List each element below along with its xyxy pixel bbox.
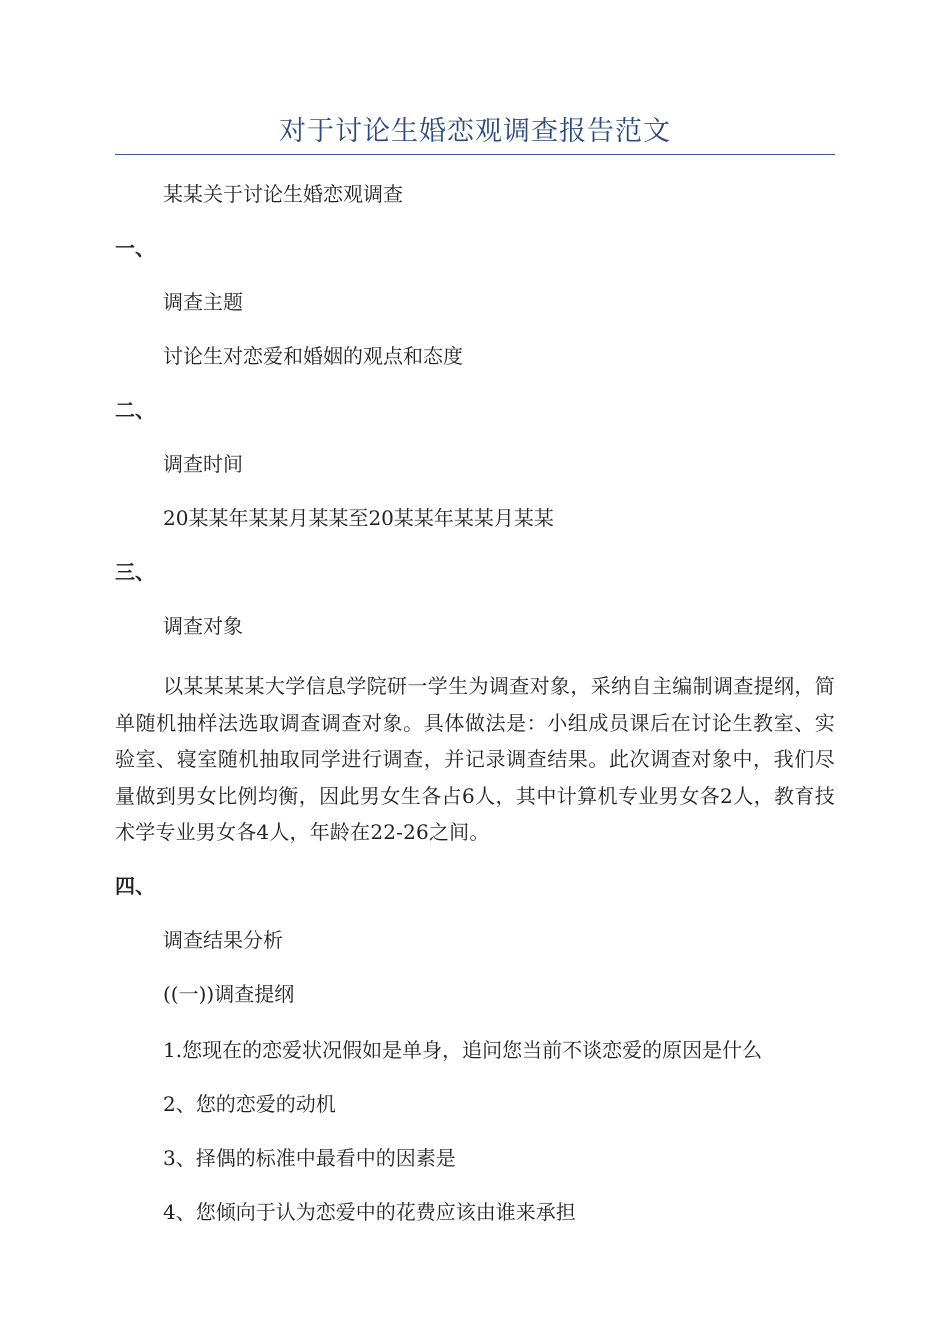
question-4: 4、您倾向于认为恋爱中的花费应该由谁来承担 <box>163 1200 576 1224</box>
document-title: 对于讨论生婚恋观调查报告范文 <box>279 116 671 147</box>
section-2-text: 20某某年某某月某某至20某某年某某月某某 <box>163 506 554 530</box>
section-3-paragraph: 以某某某某大学信息学院研一学生为调查对象，采纳自主编制调查提纲，简单随机抽样法选取调查调查对象。具体做法是：小组成员课后在讨论生教室、实验室、寝室随机抽取同学进行调查，并记录调查结果。此次调查对象中，我们尽量做到男女比例均衡，因此男女生各占6人，其中计算机专业男女各2人，教育技术学专业男女各4人，年龄在22-26之间。 <box>115 674 835 844</box>
section-4-heading: 四、 <box>115 874 155 898</box>
section-3-label: 调查对象 <box>163 614 243 638</box>
section-1-text: 讨论生对恋爱和婚姻的观点和态度 <box>163 344 463 368</box>
intro-line: 某某关于讨论生婚恋观调查 <box>163 182 403 206</box>
question-2: 2、您的恋爱的动机 <box>163 1092 336 1116</box>
question-3: 3、择偶的标准中最看中的因素是 <box>163 1146 456 1170</box>
section-4-subheading: ((一))调查提纲 <box>163 982 295 1006</box>
section-3-heading: 三、 <box>115 560 155 584</box>
section-2-heading: 二、 <box>115 398 155 422</box>
section-2-label: 调查时间 <box>163 452 243 476</box>
section-1-heading: 一、 <box>115 236 155 260</box>
question-1: 1.您现在的恋爱状况假如是单身，追问您当前不谈恋爱的原因是什么 <box>163 1038 763 1062</box>
title-underline <box>115 154 835 155</box>
section-4-label: 调查结果分析 <box>163 928 283 952</box>
section-1-label: 调查主题 <box>163 290 243 314</box>
